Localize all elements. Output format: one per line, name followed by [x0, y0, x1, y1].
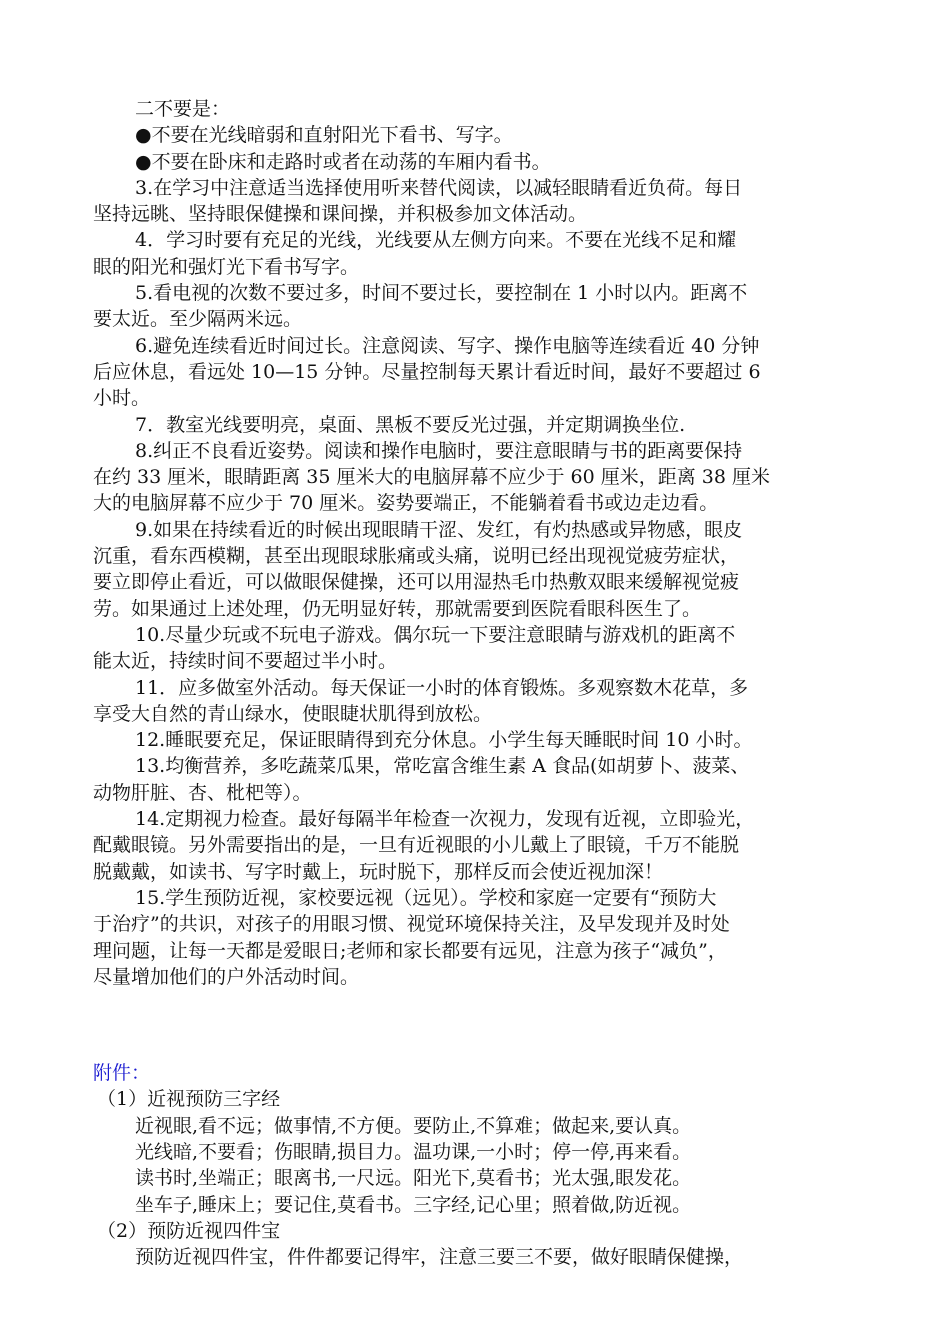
- para-line: 小时。: [93, 387, 151, 410]
- poem-line: 近视眼,看不远；做事情,不方便。要防止,不算难；做起来,要认真。: [135, 1114, 692, 1137]
- para-line: 劳。如果通过上述处理，仍无明显好转，那就需要到医院看眼科医生了。: [93, 597, 702, 620]
- appendix-title: 附件：: [93, 1062, 151, 1085]
- para-line: 尽量增加他们的户外活动时间。: [93, 965, 360, 988]
- para-line: 享受大自然的青山绿水，使眼睫状肌得到放松。: [93, 702, 493, 725]
- para-line: ●不要在光线暗弱和直射阳光下看书、写字。: [135, 124, 513, 147]
- para-line: 在约 33 厘米，眼睛距离 35 厘米大的电脑屏幕不应少于 60 厘米，距离 38 厘米: [93, 466, 771, 489]
- para-line: 9.如果在持续看近的时候出现眼睛干涩、发红，有灼热感或异物感，眼皮: [135, 518, 743, 541]
- para-line: 能太近，持续时间不要超过半小时。: [93, 650, 398, 673]
- para-line: 11．应多做室外活动。每天保证一小时的体育锻炼。多观察数木花草，多: [135, 676, 749, 699]
- appendix-section1-heading: （1）近视预防三字经: [97, 1088, 281, 1111]
- para-line: 12.睡眠要充足，保证眼睛得到充分休息。小学生每天睡眠时间 10 小时。: [135, 729, 753, 752]
- para-line: 15.学生预防近视，家校要远视（远见）。学校和家庭一定要有“预防大: [135, 886, 717, 909]
- para-line: 要立即停止看近，可以做眼保健操，还可以用湿热毛巾热敷双眼来缓解视觉疲: [93, 571, 740, 594]
- para-line: 理问题，让每一天都是爱眼日;老师和家长都要有远见，注意为孩子“减负”，: [93, 939, 727, 962]
- para-line: 13.均衡营养，多吃蔬菜瓜果，常吃富含维生素 A 食品(如胡萝卜、菠菜、: [135, 755, 750, 778]
- para-line: 动物肝脏、杏、枇杷等）。: [93, 781, 312, 804]
- para-line: 要太近。至少隔两米远。: [93, 308, 303, 331]
- para-line: 脱戴戴，如读书、写字时戴上，玩时脱下，那样反而会使近视加深！: [93, 860, 664, 883]
- para-line: 4．学习时要有充足的光线，光线要从左侧方向来。不要在光线不足和耀: [135, 229, 737, 252]
- para-line: ●不要在卧床和走路时或者在动荡的车厢内看书。: [135, 150, 551, 173]
- para-line: 坚持远眺、坚持眼保健操和课间操，并积极参加文体活动。: [93, 203, 588, 226]
- section-spacer: [93, 990, 863, 1060]
- appendix-section2-heading: （2）预防近视四件宝: [97, 1219, 281, 1242]
- para-line: 预防近视四件宝，件件都要记得牢，注意三要三不要，做好眼睛保健操，: [135, 1246, 744, 1269]
- para-line: 10.尽量少玩或不玩电子游戏。偶尔玩一下要注意眼睛与游戏机的距离不: [135, 623, 736, 646]
- para-line: 8.纠正不良看近姿势。阅读和操作电脑时，要注意眼睛与书的距离要保持: [135, 439, 743, 462]
- para-line: 后应休息，看远处 10—15 分钟。尽量控制每天累计看近时间，最好不要超过 6: [93, 360, 761, 383]
- para-line: 二不要是：: [135, 98, 231, 120]
- para-line: 于治疗”的共识，对孩子的用眼习惯、视觉环境保持关注，及早发现并及时处: [93, 913, 730, 936]
- para-line: 7．教室光线要明亮，桌面、黑板不要反光过强，并定期调换坐位.: [135, 413, 686, 436]
- para-line: 配戴眼镜。另外需要指出的是，一旦有近视眼的小儿戴上了眼镜，千万不能脱: [93, 834, 740, 857]
- poem-line: 读书时,坐端正；眼离书,一尺远。阳光下,莫看书；光太强,眼发花。: [135, 1167, 692, 1190]
- para-line: 6.避免连续看近时间过长。注意阅读、写字、操作电脑等连续看近 40 分钟: [135, 334, 760, 357]
- para-line: 大的电脑屏幕不应少于 70 厘米。姿势要端正，不能躺着看书或边走边看。: [93, 492, 719, 515]
- document-body: [93, 96, 863, 1270]
- poem-line: 坐车子,睡床上；要记住,莫看书。三字经,记心里；照着做,防近视。: [135, 1193, 692, 1216]
- poem-line: 光线暗,不要看；伤眼睛,损目力。温功课,一小时；停一停,再来看。: [135, 1140, 692, 1163]
- para-line: 14.定期视力检查。最好每隔半年检查一次视力，发现有近视，立即验光，: [135, 808, 755, 831]
- para-line: 5.看电视的次数不要过多，时间不要过长，要控制在 1 小时以内。距离不: [135, 282, 748, 305]
- para-line: 3.在学习中注意适当选择使用听来替代阅读，以减轻眼睛看近负荷。每日: [135, 176, 743, 199]
- para-line: 眼的阳光和强灯光下看书写字。: [93, 255, 360, 278]
- para-line: 沉重，看东西模糊，甚至出现眼球胀痛或头痛，说明已经出现视觉疲劳症状，: [93, 545, 740, 568]
